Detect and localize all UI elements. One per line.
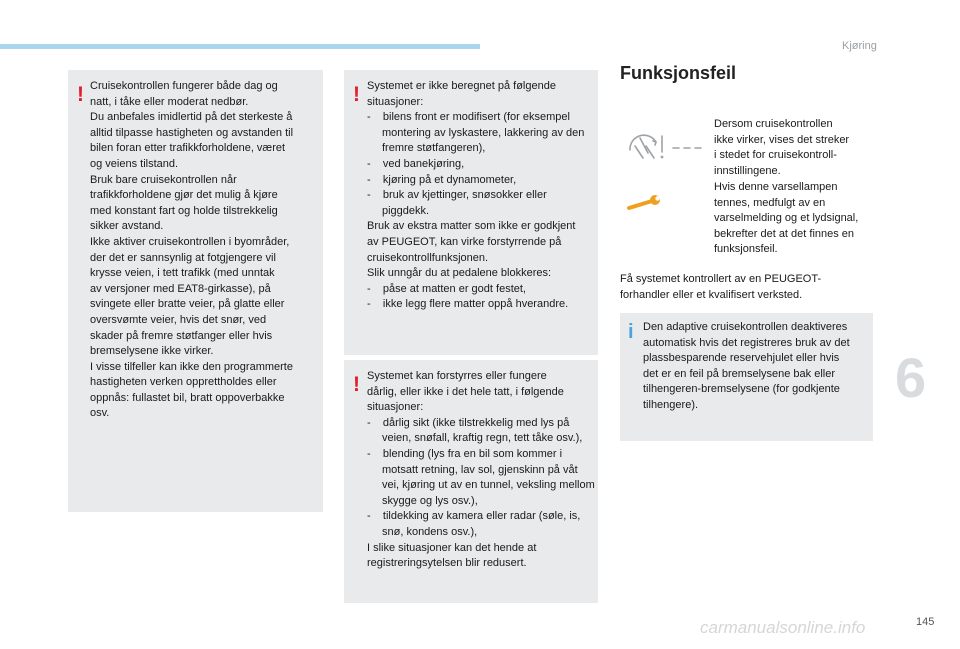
warning-box-2	[344, 70, 598, 355]
list-item: - blending (lys fra en bil som kommer i motsatt retning, lav sol, gjenskinn på våt vei, kjøring ut av en tunnel, veksling mellom skygge og lys osv.),	[367, 447, 595, 507]
list-item: - bilens front er modifisert (for eksempel montering av lyskastere, lakkering av den fremre støtfangeren),	[367, 111, 585, 155]
info-icon: i	[628, 321, 634, 343]
service-paragraph: Få systemet kontrollert av en PEUGEOT- forhandler eller et kvalifisert verksted.	[620, 273, 822, 301]
text-line: trafikkforholdene gjør det mulig å kjøre	[90, 189, 278, 202]
text-line: Bruk bare cruisekontrollen når	[90, 173, 237, 186]
text-line: bilen foran etter trafikkforholdene, været	[90, 142, 286, 155]
list-item: - tildekking av kamera eller radar (søle, is, snø, kondens osv.),	[367, 510, 581, 538]
text-line: alltid tilpasse hastigheten og avstanden til	[90, 126, 294, 139]
warning-box-3	[344, 360, 598, 603]
page-number: 145	[916, 616, 935, 628]
text-line: Systemet er ikke beregnet på følgende	[367, 80, 556, 92]
text-line: I slike situasjoner kan det hende at	[367, 541, 537, 554]
text-line: Slik unngår du at pedalene blokkeres:	[367, 267, 552, 280]
text-line: der det er sannsynlig at fotgjengere vil	[90, 251, 276, 264]
chapter-number: 6	[895, 346, 927, 409]
text-line: oppnås: fullastet bil, bratt oppoverbakke	[90, 391, 285, 404]
section-title: Kjøring	[842, 40, 877, 52]
text-line: situasjoner:	[367, 95, 424, 108]
info-box	[620, 313, 873, 441]
list-item: - ved banekjøring,	[367, 157, 465, 170]
warning-icon: !	[353, 83, 360, 106]
header-accent-bar	[0, 44, 480, 49]
section-heading: Funksjonsfeil	[620, 63, 737, 83]
text-line: krysse veien, i tett trafikk (med unntak	[90, 267, 275, 280]
text-line: Systemet kan forstyrres eller fungere	[367, 370, 547, 382]
list-item: - dårlig sikt (ikke tilstrekkelig med lys på veien, snøfall, kraftig regn, tett tåke osv.),	[367, 416, 583, 445]
text-line: dårlig, eller ikke i det hele tatt, i følgende	[367, 385, 564, 398]
text-line: Du anbefales imidlertid på det sterkeste å	[90, 111, 293, 124]
text-line: bremselysene ikke virker.	[90, 345, 214, 358]
text-line: svingete eller bratte veier, på glatte eller	[90, 298, 285, 311]
list-item: - kjøring på et dynamometer,	[367, 173, 517, 186]
text-line: osv.	[90, 407, 110, 420]
text-line: I visse tilfeller kan ikke den programmerte	[90, 360, 293, 373]
watermark: carmanualsonline.info	[700, 618, 866, 637]
list-item: - ikke legg flere matter oppå hverandre.	[367, 298, 569, 311]
text-line: natt, i tåke eller moderat nedbør.	[90, 95, 249, 108]
text-line: Cruisekontrollen fungerer både dag og	[90, 80, 278, 92]
text-line: sikker avstand.	[90, 220, 164, 233]
warning-icon: !	[353, 373, 360, 396]
text-line: hastigheten verken opprettholdes eller	[90, 376, 277, 389]
warning-icon: !	[77, 83, 84, 106]
text-line: Ikke aktiver cruisekontrollen i byområder,	[90, 235, 290, 248]
info-text: Den adaptive cruisekontrollen deaktiveres automatisk hvis det registreres bruk av det plassbesparende reservehjulet eller hvis det er en feil på bremselysene bak eller tilhengeren-bremselysene (for godkjente tilhengere).	[643, 321, 850, 411]
list-item: - bruk av kjettinger, snøsokker eller piggdekk.	[367, 189, 547, 217]
text-line: situasjoner:	[367, 401, 424, 414]
text-line: registreringsytelsen blir redusert.	[367, 557, 527, 570]
icon2-description: Hvis denne varsellampen tennes, medfulgt av en varselmelding og et lydsignal, bekrefter det at det finnes en funksjonsfeil.	[714, 181, 859, 256]
text-line: med konstant fart og holde tilstrekkelig	[90, 204, 278, 217]
text-line: av PEUGEOT, kan virke forstyrrende på	[367, 235, 562, 248]
text-line: Bruk av ekstra matter som ikke er godkjent	[367, 220, 576, 233]
text-line: av versjoner med EAT8-girkasse), på	[90, 282, 271, 295]
cruise-dashes-icon	[626, 128, 708, 162]
warning-text-1	[90, 79, 293, 422]
list-item: - påse at matten er godt festet,	[367, 282, 526, 295]
text-line: og veiens tilstand.	[90, 157, 179, 170]
text-line: skader på fremre støtfanger eller hvis	[90, 329, 273, 342]
text-line: cruisekontrollfunksjonen.	[367, 251, 489, 264]
warning-text-3	[367, 369, 595, 572]
text-line: oversvømte veier, hvis det snør, ved	[90, 313, 267, 326]
warning-box-1	[68, 70, 323, 512]
icon1-description: Dersom cruisekontrollen ikke virker, vises det streker i stedet for cruisekontroll- innstillingene.	[714, 118, 850, 177]
warning-text-2	[367, 79, 595, 313]
wrench-icon	[626, 193, 662, 215]
